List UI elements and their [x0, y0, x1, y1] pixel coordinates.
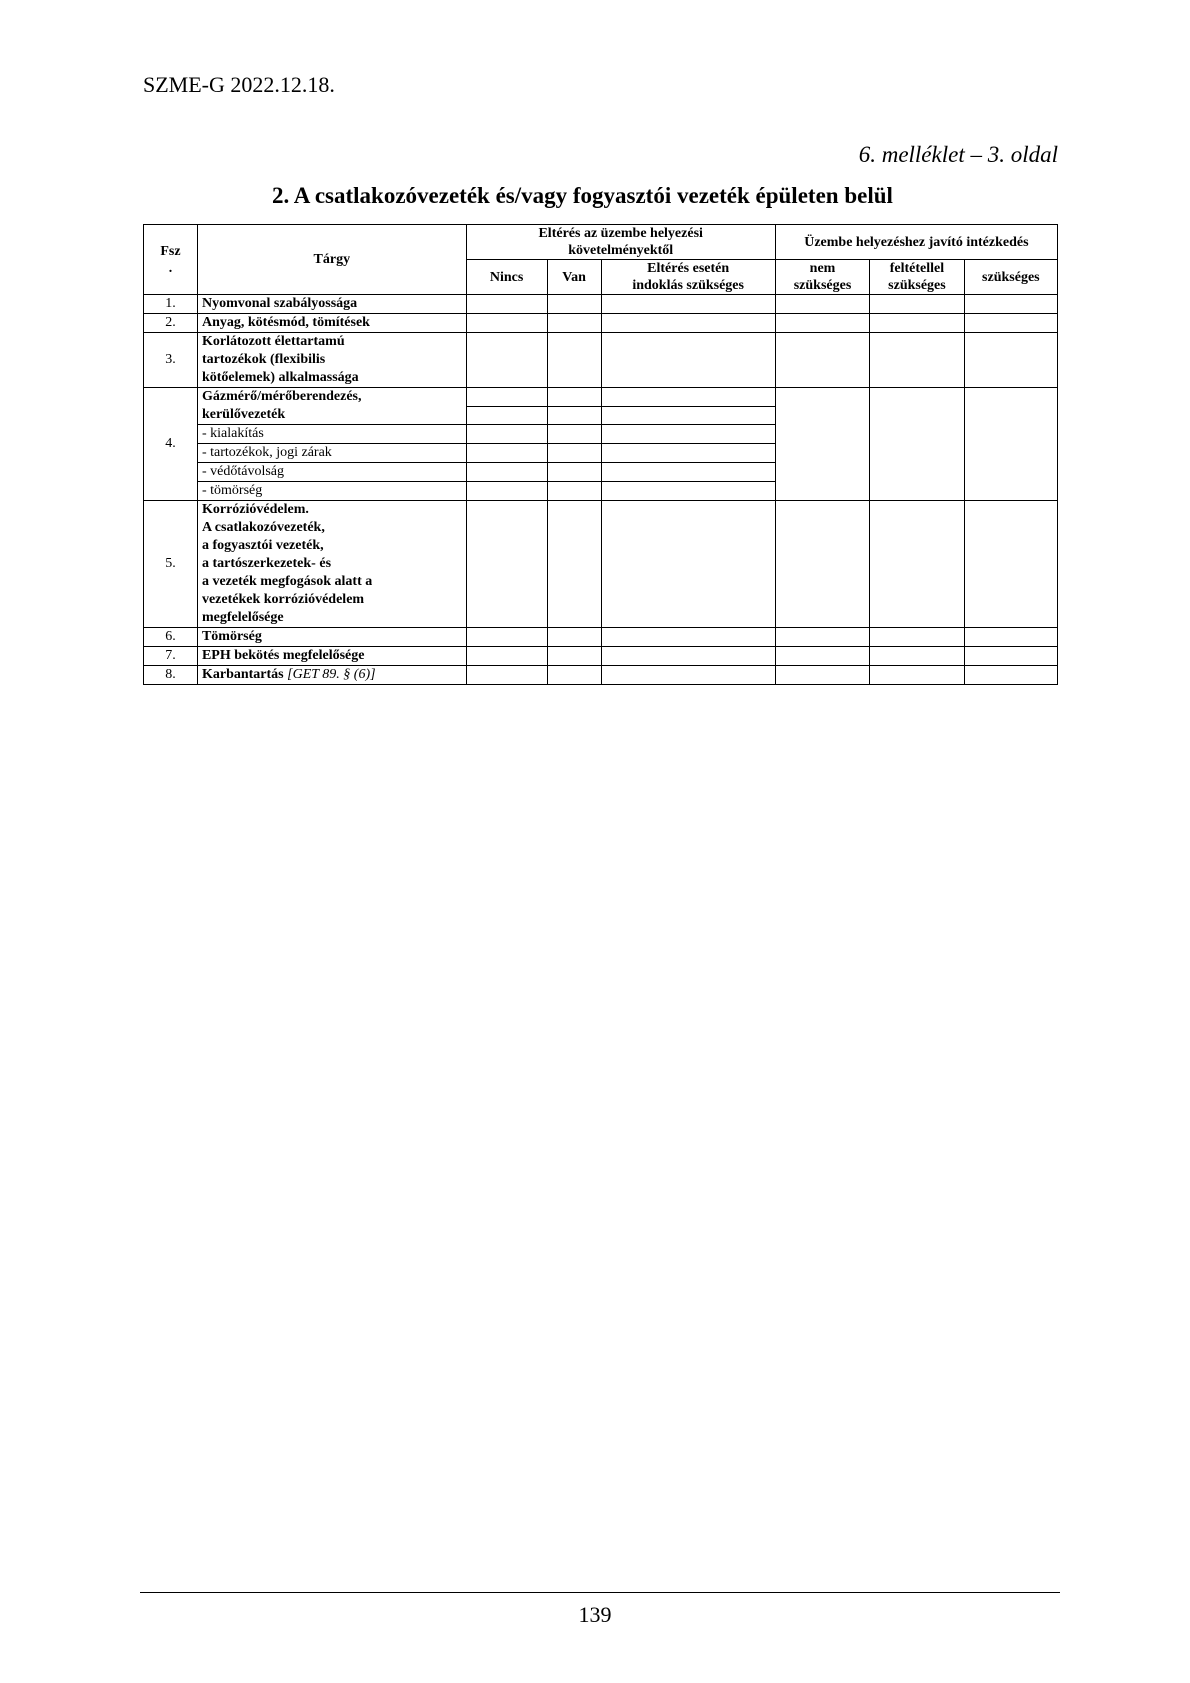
checkbox-cell-yes[interactable]: [547, 482, 601, 501]
row-subject: Nyomvonal szabályossága: [197, 295, 466, 314]
table-row: [144, 295, 1058, 314]
row-number: 7.: [144, 647, 198, 666]
row-number: 3.: [144, 333, 198, 388]
row-subject: Tömörség: [197, 628, 466, 647]
table-row: [144, 388, 1058, 407]
header-deviation-group: Eltérés az üzembe helyezési követelményektől: [466, 225, 775, 260]
checkbox-cell-yes[interactable]: [547, 444, 601, 463]
justification-cell[interactable]: [601, 406, 775, 425]
action-cell-needed[interactable]: [964, 314, 1057, 333]
action-cell-not-needed[interactable]: [775, 388, 869, 501]
checkbox-cell-yes[interactable]: [547, 388, 601, 407]
justification-cell[interactable]: [601, 628, 775, 647]
table-row: [144, 628, 1058, 647]
action-cell-needed[interactable]: [964, 388, 1057, 501]
justification-cell[interactable]: [601, 295, 775, 314]
legal-reference: [GET 89. § (6)]: [287, 667, 376, 682]
row-number: 2.: [144, 314, 198, 333]
justification-cell[interactable]: [601, 314, 775, 333]
checkbox-cell-none[interactable]: [466, 463, 547, 482]
checkbox-cell-yes[interactable]: [547, 647, 601, 666]
row-subject: Korlátozott élettartamú tartozékok (flexibilis kötőelemek) alkalmassága: [197, 333, 466, 388]
checkbox-cell-yes[interactable]: [547, 425, 601, 444]
table-row: [144, 501, 1058, 628]
inspection-table: [143, 224, 1058, 685]
justification-cell[interactable]: [601, 463, 775, 482]
header-conditional: feltétellel szükséges: [870, 260, 964, 295]
table-row: [144, 647, 1058, 666]
checkbox-cell-none[interactable]: [466, 406, 547, 425]
footer-divider: [140, 1592, 1060, 1593]
section-title: 2. A csatlakozóvezeték és/vagy fogyasztói vezeték épületen belül: [272, 183, 893, 208]
action-cell-not-needed[interactable]: [775, 314, 869, 333]
checkbox-cell-none[interactable]: [466, 647, 547, 666]
action-cell-conditional[interactable]: [870, 314, 964, 333]
header-yes: Van: [547, 260, 601, 295]
checkbox-cell-yes[interactable]: [547, 406, 601, 425]
checkbox-cell-yes[interactable]: [547, 295, 601, 314]
row-number: 5.: [144, 501, 198, 628]
checkbox-cell-none[interactable]: [466, 295, 547, 314]
action-cell-not-needed[interactable]: [775, 628, 869, 647]
header-none: Nincs: [466, 260, 547, 295]
checkbox-cell-none[interactable]: [466, 482, 547, 501]
action-cell-not-needed[interactable]: [775, 333, 869, 388]
checkbox-cell-none[interactable]: [466, 628, 547, 647]
action-cell-needed[interactable]: [964, 501, 1057, 628]
action-cell-needed[interactable]: [964, 628, 1057, 647]
table-row: [144, 666, 1058, 685]
justification-cell[interactable]: [601, 388, 775, 407]
checkbox-cell-none[interactable]: [466, 425, 547, 444]
checkbox-cell-none[interactable]: [466, 314, 547, 333]
document-id: SZME-G 2022.12.18.: [143, 72, 335, 97]
action-cell-conditional[interactable]: [870, 628, 964, 647]
action-cell-not-needed[interactable]: [775, 295, 869, 314]
checkbox-cell-none[interactable]: [466, 444, 547, 463]
row-subject-cell: [197, 666, 466, 685]
action-cell-needed[interactable]: [964, 666, 1057, 685]
checkbox-cell-yes[interactable]: [547, 314, 601, 333]
row-subitem: - védőtávolság: [197, 463, 466, 482]
row-number: 4.: [144, 388, 198, 501]
action-cell-conditional[interactable]: [870, 666, 964, 685]
justification-cell[interactable]: [601, 501, 775, 628]
action-cell-conditional[interactable]: [870, 388, 964, 501]
justification-cell[interactable]: [601, 482, 775, 501]
checkbox-cell-yes[interactable]: [547, 501, 601, 628]
checkbox-cell-yes[interactable]: [547, 333, 601, 388]
justification-cell[interactable]: [601, 425, 775, 444]
header-needed: szükséges: [964, 260, 1057, 295]
row-number: 8.: [144, 666, 198, 685]
checkbox-cell-yes[interactable]: [547, 666, 601, 685]
action-cell-conditional[interactable]: [870, 501, 964, 628]
justification-cell[interactable]: [601, 647, 775, 666]
header-action-group: Üzembe helyezéshez javító intézkedés: [775, 225, 1057, 260]
action-cell-not-needed[interactable]: [775, 647, 869, 666]
action-cell-conditional[interactable]: [870, 647, 964, 666]
action-cell-conditional[interactable]: [870, 333, 964, 388]
checkbox-cell-yes[interactable]: [547, 463, 601, 482]
action-cell-not-needed[interactable]: [775, 501, 869, 628]
table-row: [144, 333, 1058, 388]
header-not-needed: nem szükséges: [775, 260, 869, 295]
row-number: 6.: [144, 628, 198, 647]
row-subject: Korrózióvédelem. A csatlakozóvezeték, a fogyasztói vezeték, a tartószerkezetek- és a vezeték megfogások alatt a vezetékek korrózióvédelem megfelelősége: [197, 501, 466, 628]
table-row: [144, 314, 1058, 333]
action-cell-needed[interactable]: [964, 333, 1057, 388]
justification-cell[interactable]: [601, 333, 775, 388]
checkbox-cell-none[interactable]: [466, 501, 547, 628]
row-subject: Anyag, kötésmód, tömítések: [197, 314, 466, 333]
header-subject: Tárgy: [197, 225, 466, 295]
action-cell-needed[interactable]: [964, 647, 1057, 666]
header-justification: Eltérés esetén indoklás szükséges: [601, 260, 775, 295]
checkbox-cell-yes[interactable]: [547, 628, 601, 647]
checkbox-cell-none[interactable]: [466, 333, 547, 388]
action-cell-not-needed[interactable]: [775, 666, 869, 685]
checkbox-cell-none[interactable]: [466, 666, 547, 685]
row-subitem: - tömörség: [197, 482, 466, 501]
row-subject: Karbantartás: [201, 667, 284, 682]
row-subitem: - kialakítás: [197, 425, 466, 444]
action-cell-needed[interactable]: [964, 295, 1057, 314]
page-number: 139: [578, 1602, 612, 1627]
justification-cell[interactable]: [601, 666, 775, 685]
checkbox-cell-none[interactable]: [466, 388, 547, 407]
row-subitem: - tartozékok, jogi zárak: [197, 444, 466, 463]
row-subject: Gázmérő/mérőberendezés, kerülővezeték: [197, 388, 466, 425]
justification-cell[interactable]: [601, 444, 775, 463]
row-subject: EPH bekötés megfelelősége: [197, 647, 466, 666]
row-number: 1.: [144, 295, 198, 314]
annex-page-label: 6. melléklet – 3. oldal: [858, 142, 1058, 167]
header-fsz: Fsz .: [144, 225, 198, 295]
action-cell-conditional[interactable]: [870, 295, 964, 314]
